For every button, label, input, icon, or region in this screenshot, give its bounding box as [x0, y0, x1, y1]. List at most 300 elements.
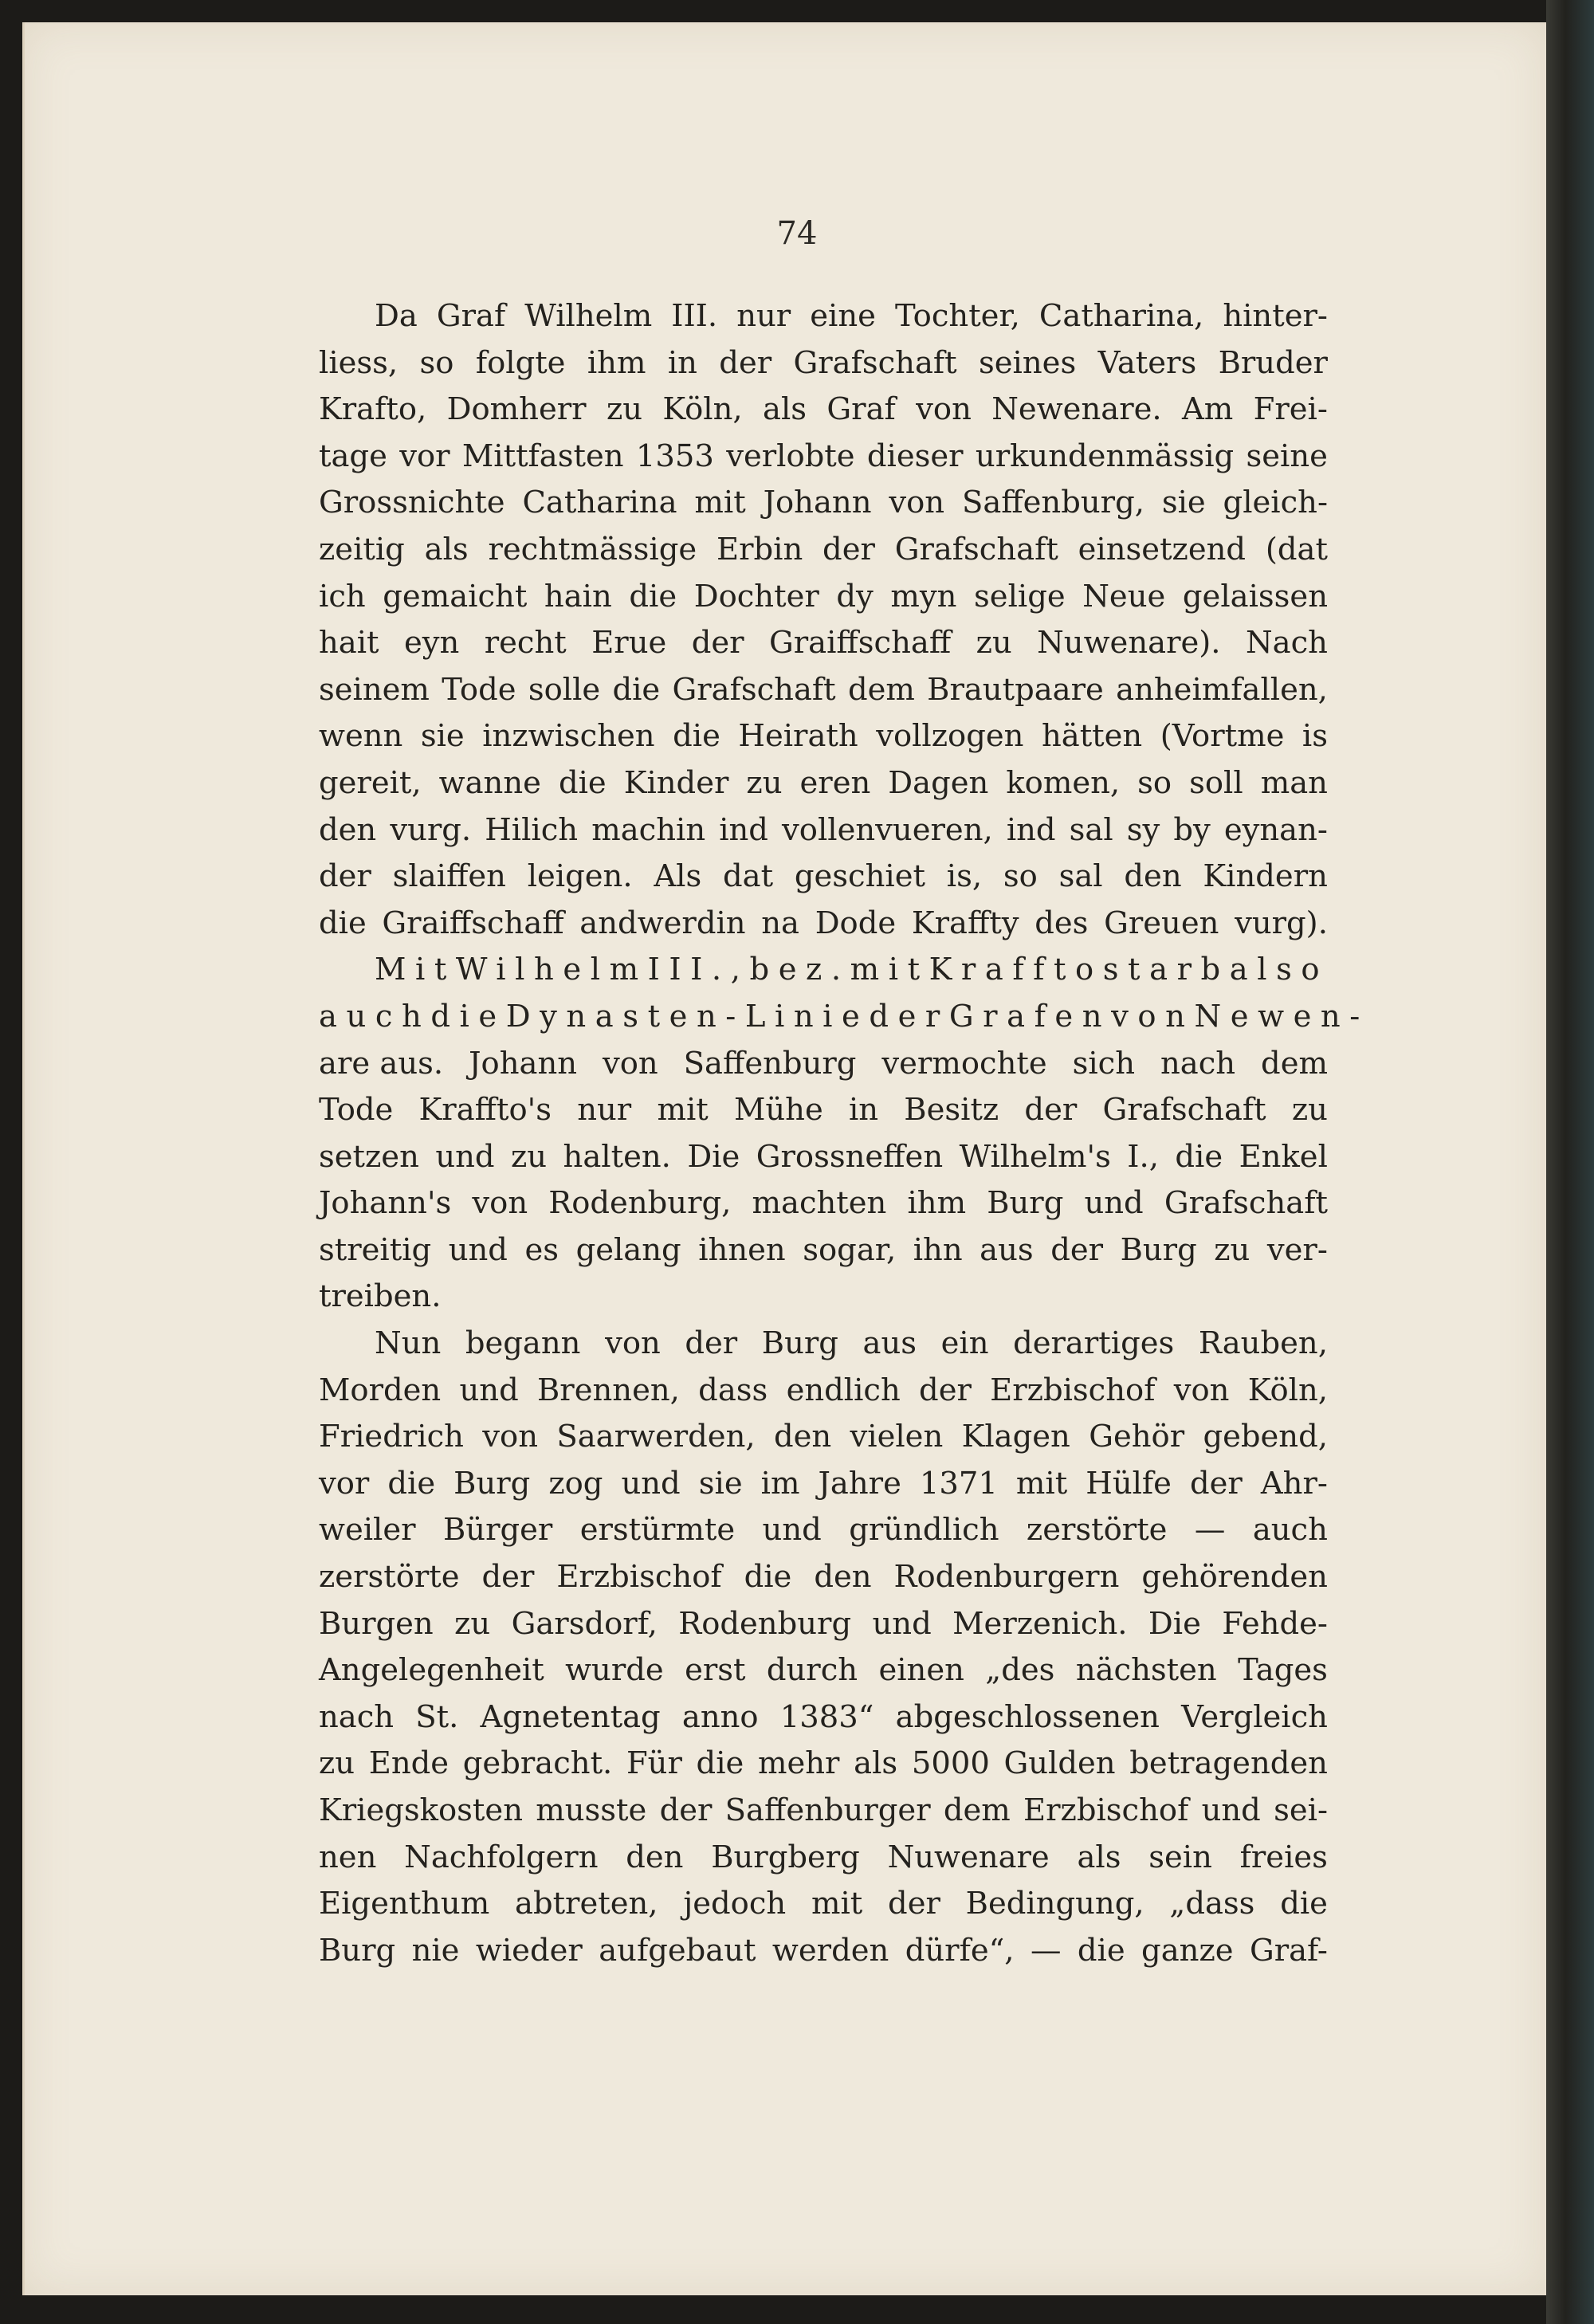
word: als	[763, 391, 807, 428]
word: Brautpaare	[927, 671, 1104, 708]
word: Angelegenheit	[319, 1652, 544, 1689]
word: so	[1003, 858, 1038, 895]
word: Domherr	[446, 391, 587, 428]
word: Burgberg	[711, 1839, 860, 1875]
word: Enkel	[1239, 1138, 1328, 1175]
word: Grafschaft	[894, 531, 1058, 567]
word: abtreten,	[514, 1886, 658, 1922]
word: hain	[544, 578, 612, 614]
word: Johann	[469, 1045, 578, 1082]
word: und	[435, 1138, 495, 1175]
word: is	[1302, 718, 1328, 755]
word: im	[760, 1465, 800, 1502]
word: auch	[319, 998, 431, 1034]
word: Nuwenare).	[1037, 625, 1221, 661]
word: die	[1175, 1138, 1223, 1175]
word: Für	[626, 1745, 682, 1782]
word: Nachfolgern	[404, 1839, 599, 1875]
word: 5000	[911, 1745, 990, 1782]
word: dem	[847, 671, 915, 708]
text-line	[319, 760, 1328, 807]
word: gebend,	[1203, 1419, 1328, 1455]
word: ind	[1006, 811, 1056, 848]
word: sei-	[1274, 1792, 1328, 1828]
text-line	[319, 901, 1328, 948]
word: Am	[1181, 391, 1234, 428]
word: von	[889, 485, 945, 521]
word: des	[1035, 905, 1089, 941]
word: Eigenthum	[319, 1886, 490, 1922]
word: dieser	[866, 438, 964, 474]
word: Nun	[375, 1325, 442, 1362]
word: so	[1137, 764, 1172, 801]
word: Graf	[826, 391, 896, 428]
word: Graiffschaff	[382, 905, 564, 941]
text-line	[319, 1461, 1328, 1508]
word: Saarwerden,	[556, 1419, 756, 1455]
word: als	[424, 531, 469, 567]
word: Mit	[375, 952, 456, 988]
word: gelang	[575, 1231, 681, 1268]
word: weiler	[319, 1512, 416, 1549]
text-line	[319, 574, 1328, 621]
word: Krafto,	[319, 391, 427, 428]
word: Tode	[442, 671, 516, 708]
word: Kraffty	[911, 905, 1019, 941]
word: wenn	[319, 718, 403, 755]
word: Wilhelm	[524, 298, 653, 334]
word: der	[869, 998, 949, 1034]
word: (dat	[1265, 531, 1328, 567]
word: Kindern	[1203, 858, 1328, 895]
word: nur	[736, 298, 791, 334]
word: Rodenburgern	[893, 1559, 1120, 1596]
word: dass	[698, 1372, 768, 1408]
word: Besitz	[904, 1092, 999, 1129]
word: slaiffen	[392, 858, 506, 895]
word: (Vortme	[1160, 718, 1285, 755]
word: Rodenburg	[678, 1605, 852, 1642]
word: Da	[375, 298, 418, 334]
word: Saffenburg	[683, 1045, 857, 1082]
word: mit	[850, 952, 929, 988]
word: sal	[1069, 811, 1113, 848]
word: vermochte	[881, 1045, 1047, 1082]
word: hätten	[1041, 718, 1143, 755]
word: nächsten	[1075, 1652, 1217, 1689]
text-line	[319, 1180, 1328, 1227]
word: Vaters	[1097, 344, 1197, 381]
word: Greuen	[1104, 905, 1219, 941]
word: zerstörte	[319, 1559, 460, 1596]
word: der	[888, 1886, 940, 1922]
word: Nuwenare	[887, 1839, 1050, 1875]
word: Die	[1148, 1605, 1201, 1642]
text-line	[319, 1881, 1328, 1928]
word: andwerdin	[579, 905, 746, 941]
word: und	[621, 1465, 681, 1502]
word: Johann's	[319, 1185, 452, 1222]
word: Newen-	[1194, 998, 1369, 1034]
word: Dynasten-Linie	[505, 998, 870, 1034]
word: Die	[687, 1138, 740, 1175]
word: gemaicht	[383, 578, 528, 614]
word: 1371	[919, 1465, 998, 1502]
word: ganze	[1141, 1932, 1234, 1969]
text-line	[319, 1928, 1328, 1975]
word: Tochter,	[894, 298, 1020, 334]
word: wanne	[438, 764, 541, 801]
word: jedoch	[683, 1886, 787, 1922]
word: Tode	[319, 1092, 394, 1129]
word: folgte	[475, 344, 566, 381]
word: zu	[511, 1138, 548, 1175]
word: starb	[1102, 952, 1230, 988]
word: zeitig	[319, 531, 405, 567]
word: man	[1260, 764, 1328, 801]
word: nach	[319, 1698, 395, 1735]
word: wieder	[475, 1932, 583, 1969]
word: Frei-	[1253, 391, 1328, 428]
word: Grafschaft	[1102, 1092, 1266, 1129]
word: Gulden	[1003, 1745, 1116, 1782]
word: eynan-	[1223, 811, 1328, 848]
word: are aus.	[319, 1045, 444, 1082]
word: Vergleich	[1181, 1698, 1328, 1735]
word: einen	[878, 1652, 964, 1689]
word: Ahr-	[1260, 1465, 1328, 1502]
word: betragenden	[1129, 1745, 1328, 1782]
word: vielen	[850, 1419, 944, 1455]
word: vurg.	[390, 811, 472, 848]
word: den	[319, 811, 377, 848]
word: den	[626, 1839, 684, 1875]
word: Merzenich.	[952, 1605, 1128, 1642]
word: die	[387, 1465, 436, 1502]
word: —	[1194, 1512, 1226, 1549]
word: Dochter	[693, 578, 819, 614]
word: den	[1124, 858, 1182, 895]
word: von	[605, 1325, 661, 1362]
word: tage	[319, 438, 387, 474]
word: Garsdorf,	[511, 1605, 658, 1642]
word: eine	[810, 298, 876, 334]
text-line	[319, 527, 1328, 574]
word: Kraffto's	[418, 1092, 552, 1129]
word: sie	[1161, 485, 1206, 521]
word: Burgen	[319, 1605, 434, 1642]
word: die	[612, 671, 661, 708]
text-line	[319, 620, 1328, 667]
text-line	[319, 1414, 1328, 1461]
word: endlich	[786, 1372, 901, 1408]
text-line	[319, 1134, 1328, 1181]
body-text	[319, 293, 1369, 1974]
word: der	[823, 531, 875, 567]
word: und	[872, 1605, 932, 1642]
word: Kraffto	[929, 952, 1103, 988]
text-line	[319, 807, 1328, 854]
word: mit	[811, 1886, 863, 1922]
word: in	[848, 1092, 879, 1129]
word: zu	[1214, 1231, 1250, 1268]
word: Newenare.	[991, 391, 1162, 428]
word: hait	[319, 625, 379, 661]
word: der	[1050, 1231, 1104, 1268]
word: gleich-	[1223, 485, 1328, 521]
word: die	[319, 905, 367, 941]
word: by	[1173, 811, 1211, 848]
word: mit	[1015, 1465, 1068, 1502]
word: mit	[657, 1092, 709, 1129]
text-line	[319, 667, 1328, 714]
word: Erue	[591, 625, 667, 661]
word: St.	[415, 1698, 459, 1735]
word: also	[1229, 952, 1329, 988]
word: Erbin	[716, 531, 803, 567]
word: leigen.	[527, 858, 633, 895]
word: Fehde-	[1222, 1605, 1328, 1642]
word: halten.	[563, 1138, 671, 1175]
word: zu	[319, 1745, 355, 1782]
word: soll	[1189, 764, 1243, 801]
word: Grafschaft	[793, 344, 957, 381]
word: selige	[974, 578, 1066, 614]
word: aus	[862, 1325, 917, 1362]
word: recht	[484, 625, 567, 661]
word: von	[916, 391, 972, 428]
word: zu	[606, 391, 643, 428]
word: Grossnichte	[319, 485, 505, 521]
word: seine	[1246, 438, 1328, 474]
word: Mühe	[733, 1092, 823, 1129]
word: der	[919, 1372, 972, 1408]
word: mit	[694, 485, 746, 521]
word: setzen	[319, 1138, 419, 1175]
word: III.	[671, 298, 718, 334]
word: vollenvueren,	[782, 811, 993, 848]
word: der	[659, 1792, 713, 1828]
word: von	[602, 1045, 658, 1082]
word: Grafschaft	[672, 671, 836, 708]
word: treiben.	[319, 1278, 442, 1315]
page-number: 74	[776, 215, 818, 252]
text-line	[319, 1274, 1328, 1321]
word: 1383“	[779, 1698, 874, 1735]
word: die	[673, 718, 720, 755]
word: gelaissen	[1182, 578, 1328, 614]
text-line	[319, 1835, 1328, 1882]
word: vor	[399, 438, 450, 474]
word: Graf-	[1249, 1932, 1328, 1969]
word: so	[419, 344, 454, 381]
word: die	[696, 1745, 744, 1782]
word: Graiffschaff	[768, 625, 952, 661]
word: Morden	[319, 1372, 442, 1408]
word: gründlich	[849, 1512, 999, 1549]
word: in	[667, 344, 697, 381]
word: liess,	[319, 344, 398, 381]
word: Saffenburg,	[961, 485, 1144, 521]
word: Saffenburger	[724, 1792, 931, 1828]
word: inzwischen	[482, 718, 655, 755]
word: dy	[836, 578, 874, 614]
word: Burg	[761, 1325, 838, 1362]
word: ver-	[1266, 1231, 1328, 1268]
word: zu	[746, 764, 783, 801]
word: dem	[1261, 1045, 1328, 1082]
word: Köln,	[1247, 1372, 1328, 1408]
text-line	[319, 1227, 1328, 1274]
word: aus	[980, 1231, 1034, 1268]
word: als	[854, 1745, 898, 1782]
word: Agnetentag	[480, 1698, 661, 1735]
word: der	[685, 1325, 738, 1362]
word: dürfe“,	[905, 1932, 1015, 1969]
word: Ende	[368, 1745, 450, 1782]
word: „dass	[1169, 1886, 1255, 1922]
text-line	[319, 1601, 1328, 1648]
word: Neue	[1082, 578, 1166, 614]
word: und	[1201, 1792, 1261, 1828]
word: Dagen	[888, 764, 989, 801]
word: erstürmte	[579, 1512, 736, 1549]
word: der	[319, 858, 371, 895]
word: urkundenmässig	[975, 438, 1235, 474]
word: Burg	[453, 1465, 531, 1502]
text-line	[319, 293, 1328, 340]
word: vor	[319, 1465, 370, 1502]
word: den	[814, 1559, 872, 1596]
word: komen,	[1006, 764, 1121, 801]
word: nach	[1160, 1045, 1236, 1082]
word: Köln,	[662, 391, 743, 428]
word: Kriegskosten	[319, 1792, 523, 1828]
word: von	[1173, 1372, 1230, 1408]
word: Johann	[763, 485, 872, 521]
text-line	[319, 1554, 1328, 1601]
word: Brennen,	[537, 1372, 680, 1408]
word: Hülfe	[1086, 1465, 1172, 1502]
word: Bedingung,	[965, 1886, 1144, 1922]
word: Burg	[987, 1185, 1064, 1222]
word: gebracht.	[462, 1745, 613, 1782]
word: nie	[411, 1932, 460, 1969]
text-line	[319, 1647, 1328, 1694]
word: Hilich	[485, 811, 579, 848]
word: anno	[681, 1698, 759, 1735]
word: zog	[548, 1465, 603, 1502]
word: streitig	[319, 1231, 432, 1268]
word: wurde	[565, 1652, 664, 1689]
word: durch	[766, 1652, 858, 1689]
word: von	[482, 1419, 538, 1455]
word: Wilhelm	[455, 952, 648, 988]
word: na	[761, 905, 800, 941]
word: und	[448, 1231, 508, 1268]
word: seinem	[319, 671, 430, 708]
word: Grafen	[948, 998, 1112, 1034]
word: gereit,	[319, 764, 422, 801]
word: eyn	[403, 625, 460, 661]
word: „des	[985, 1652, 1055, 1689]
word: dat	[723, 858, 774, 895]
word: und	[762, 1512, 822, 1549]
text-line	[319, 1507, 1328, 1554]
word: Burg	[1120, 1231, 1197, 1268]
text-line	[319, 1694, 1328, 1741]
text-line	[319, 1741, 1328, 1788]
word: der	[719, 344, 772, 381]
word: Jahre	[818, 1465, 901, 1502]
word: abgeschlossenen	[895, 1698, 1160, 1735]
word: werden	[771, 1932, 889, 1969]
word: Tages	[1238, 1652, 1328, 1689]
word: von	[1111, 998, 1195, 1034]
word: Grossneffen	[756, 1138, 944, 1175]
text-line	[319, 1788, 1328, 1835]
word: geschiet	[794, 858, 925, 895]
word: is,	[946, 858, 983, 895]
word: von	[472, 1185, 528, 1222]
text-line	[319, 713, 1328, 760]
word: gehörenden	[1141, 1559, 1328, 1596]
word: Kinder	[623, 764, 729, 801]
word: der	[481, 1559, 535, 1596]
word: ind	[719, 811, 768, 848]
word: sy	[1126, 811, 1160, 848]
word: Als	[654, 858, 702, 895]
word: dem	[943, 1792, 1011, 1828]
word: machin	[591, 811, 706, 848]
word: zu	[1291, 1092, 1328, 1129]
word: Catharina	[522, 485, 677, 521]
text-line	[319, 994, 1369, 1041]
word: die	[558, 764, 607, 801]
word: vollzogen	[876, 718, 1024, 755]
word: rechtmässige	[488, 531, 697, 567]
word: freies	[1239, 1839, 1328, 1875]
text-line	[319, 480, 1328, 527]
word: musste	[536, 1792, 647, 1828]
word: Klagen	[961, 1419, 1070, 1455]
word: erst	[685, 1652, 746, 1689]
word: der	[1024, 1092, 1078, 1129]
word: und	[459, 1372, 519, 1408]
word: sich	[1072, 1045, 1136, 1082]
text-line	[319, 1321, 1328, 1368]
word: verlobte	[726, 438, 855, 474]
word: machten	[752, 1185, 887, 1222]
word: die	[629, 578, 677, 614]
word: die	[1280, 1886, 1328, 1922]
text-line	[319, 854, 1328, 901]
word: Grafschaft	[1164, 1185, 1328, 1222]
word: ihn	[913, 1231, 963, 1268]
word: und	[1084, 1185, 1144, 1222]
word: sogar,	[803, 1231, 897, 1268]
word: die	[1077, 1932, 1125, 1969]
word: sie	[420, 718, 465, 755]
word: Bürger	[442, 1512, 553, 1549]
word: Heirath	[738, 718, 858, 755]
word: aufgebaut	[599, 1932, 756, 1969]
word: myn	[890, 578, 957, 614]
word: I.,	[1127, 1138, 1159, 1175]
word: solle	[528, 671, 601, 708]
word: Erzbischof	[556, 1559, 722, 1596]
word: die	[430, 998, 506, 1034]
